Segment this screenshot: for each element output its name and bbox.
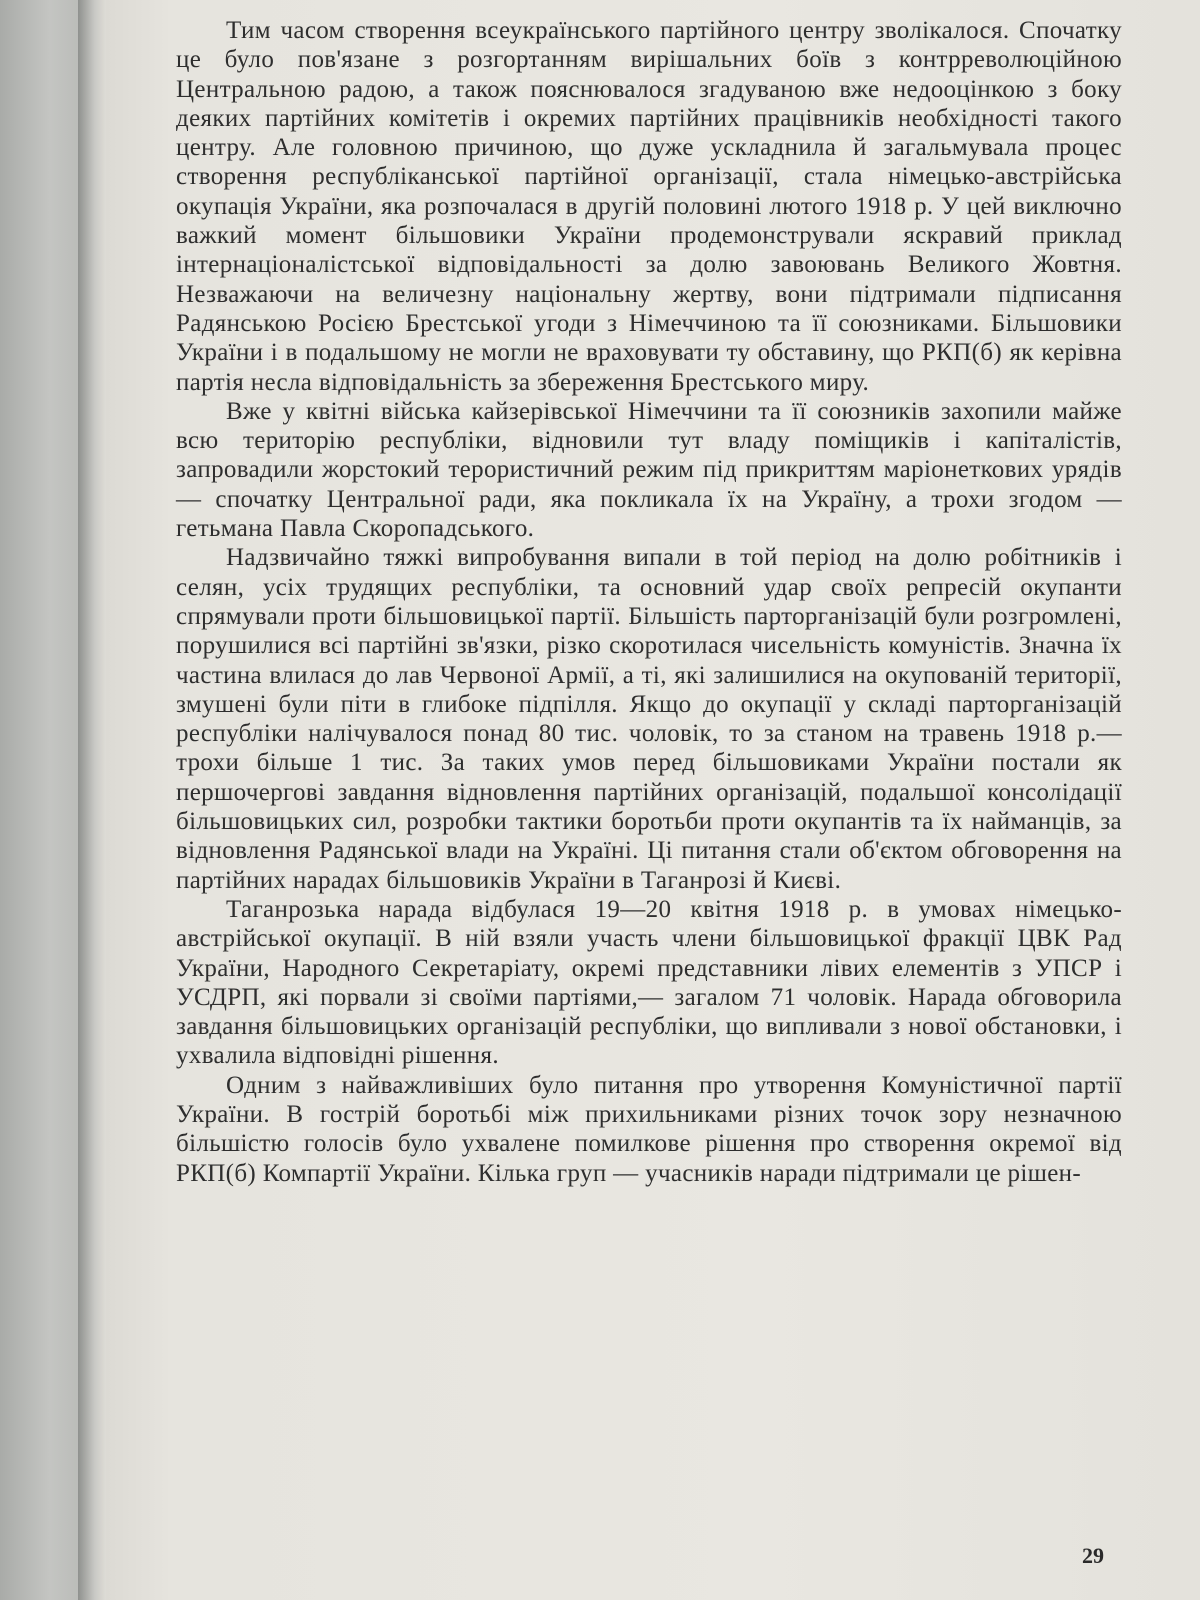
paragraph-2: Вже у квітні війська кайзерівської Німеччини та її союзників захопили майже всю територію республіки, відновили тут владу поміщиків і капіталістів, запровадили жорстокий терористичний режим під прикриттям маріонеткових урядів — спочатку Центральної ради, яка покликала їх на Україну, а трохи згодом — гетьмана Павла Скоропадського. [176, 397, 1122, 543]
book-binding [78, 0, 106, 1600]
paragraph-1: Тим часом створення всеукраїнського партійного центру зволікалося. Спочатку це було пов'язане з розгортанням вирішальних боїв з контрреволюційною Центральною радою, а також пояснювалося згадуваною вже недооцінкою з боку деяких партійних комітетів і окремих партійних працівників необхідності такого центру. Але головною причиною, що дуже ускладнила й загальмувала процес створення республіканської партійної організації, стала німецько-австрійська окупація України, яка розпочалася в другій половині лютого 1918 р. У цей виключно важкий момент більшовики України продемонстрували яскравий приклад інтернаціоналістської відповідальності за долю завоювань Великого Жовтня. Незважаючи на величезну національну жертву, вони підтримали підписання Радянською Росією Брестської угоди з Німеччиною та її союзниками. Більшовики України і в подальшому не могли не враховувати ту обставину, що РКП(б) як керівна партія несла відповідальність за збереження Брестського миру. [176, 17, 1122, 396]
body-text [176, 16, 1122, 1188]
page-number: 29 [1082, 1543, 1104, 1568]
paragraph-5: Одним з найважливіших було питання про утворення Комуністичної партії України. В гострій боротьбі між прихильниками різних точок зору незначною більшістю голосів було ухвалене помилкове рішення про створення окремої від РКП(б) Компартії України. Кілька груп — учасників наради підтримали це рішен- [176, 1071, 1122, 1187]
paragraph-4: Таганрозька нарада відбулася 19—20 квітня 1918 р. в умовах німецько-австрійської окупації. В ній взяли участь члени більшовицької фракції ЦВК Рад України, Народного Секретаріату, окремі представники лівих елементів з УПСР і УСДРП, які порвали зі своїми партіями,— загалом 71 чоловік. Нарада обговорила завдання більшовицьких організацій республіки, що випливали з нової обстановки, і ухвалила відповідні рішення. [176, 895, 1122, 1070]
adjacent-page-edge [0, 0, 90, 1600]
paragraph-3: Надзвичайно тяжкі випробування випали в той період на долю робітників і селян, усіх трудящих республіки, та основний удар своїх репресій окупанти спрямували проти більшовицької партії. Більшість парторганізацій були розгромлені, порушилися всі партійні зв'язки, різко скоротилася чисельність комуністів. Значна їх частина влилася до лав Червоної Армії, а ті, які залишилися на окупованій території, змушені були піти в глибоке підпілля. Якщо до окупації у складі парторганізацій республіки налічувалося понад 80 тис. чоловік, то за станом на травень 1918 р.— трохи більше 1 тис. За таких умов перед більшовиками України постали як першочергові завдання відновлення партійних організацій, подальшої консолідації більшовицьких сил, розробки тактики боротьби проти окупантів та їх найманців, за відновлення Радянської влади на Україні. Ці питання стали об'єктом обговорення на партійних нарадах більшовиків України в Таганрозі й Києві. [176, 544, 1122, 894]
